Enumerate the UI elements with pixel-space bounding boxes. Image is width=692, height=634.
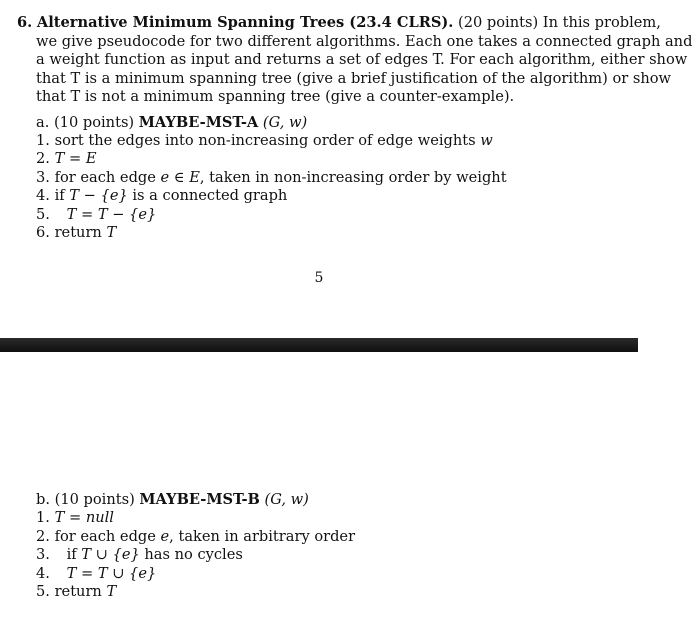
- part-a-algorithm-name: MAYBE-MST-A: [138, 114, 259, 131]
- part-b-line-3: 3. if T ∪ {e} has no cycles: [36, 546, 243, 563]
- part-a-args: (G, w): [262, 114, 308, 131]
- problem-line-2: we give pseudocode for two different algorithms. Each one takes a connected graph and: [36, 33, 692, 50]
- part-a-header: [36, 114, 307, 132]
- part-a-line-2: 2. T = E: [36, 150, 97, 167]
- part-b-header: [36, 491, 309, 509]
- problem-line-5: that T is not a minimum spanning tree (give a counter-example).: [36, 88, 515, 105]
- part-b-label: b. (10 points): [36, 491, 135, 508]
- problem-line-4: that T is a minimum spanning tree (give a brief justification of the algorithm) or show: [36, 70, 672, 87]
- page-divider: [0, 338, 638, 352]
- page-number: 5: [314, 270, 324, 286]
- part-b-args: (G, w): [264, 491, 309, 508]
- part-b-line-2: 2. for each edge e, taken in arbitrary order: [36, 528, 356, 545]
- part-a-line-4: 4. if T − {e} is a connected graph: [36, 187, 288, 204]
- part-b-line-5: 5. return T: [36, 583, 117, 600]
- part-b-line-1: 1. T = null: [36, 509, 114, 526]
- part-a-line-1: 1. sort the edges into non-increasing order of edge weights w: [36, 132, 493, 149]
- part-b-line-4: 4. T = T ∪ {e}: [36, 565, 157, 582]
- part-a-line-3: 3. for each edge e ∈ E, taken in non-increasing order by weight: [36, 169, 507, 186]
- part-a-line-5: 5. T = T − {e}: [36, 206, 157, 223]
- problem-intro: (20 points) In this problem,: [458, 14, 661, 31]
- part-a-line-6: 6. return T: [36, 224, 117, 241]
- problem-title: Alternative Minimum Spanning Trees (23.4 CLRS).: [36, 14, 454, 31]
- part-b-algorithm-name: MAYBE-MST-B: [139, 491, 260, 508]
- problem-number: 6.: [17, 14, 33, 31]
- problem-line-3: a weight function as input and returns a set of edges T. For each algorithm, either show: [36, 51, 688, 68]
- problem-line-1: [17, 14, 661, 32]
- part-a-label: a. (10 points): [36, 114, 135, 131]
